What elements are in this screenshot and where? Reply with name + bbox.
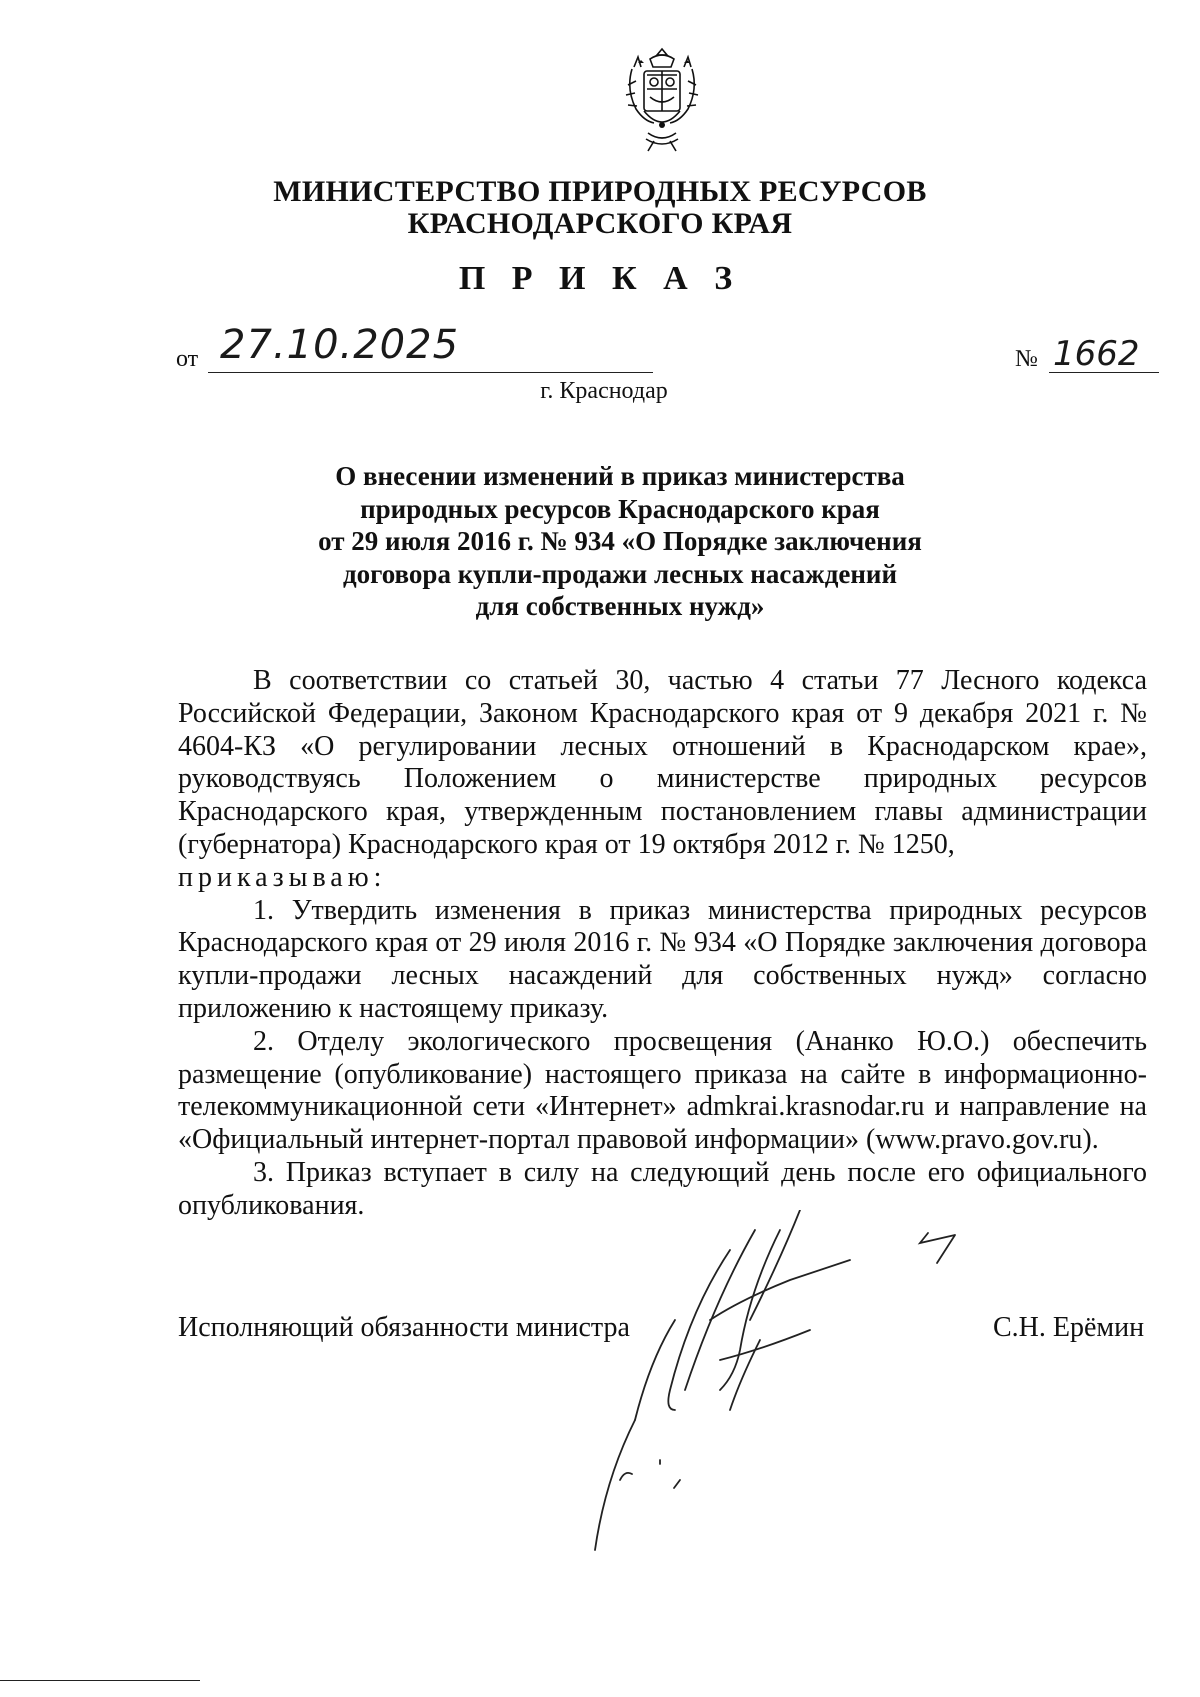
title-line: О внесении изменений в приказ министерства [335,461,905,491]
handwritten-signature-icon [580,1210,980,1590]
order-item-1: 1. Утвердить изменения в приказ министерства природных ресурсов Краснодарского края от 29 июля 2016 г. № 934 «О Порядке заключения договора купли-продажи лесных насаждений для собственных нужд» согласно приложению к настоящему приказу. [178,894,1147,1024]
date-prefix: от [176,346,199,372]
number-prefix: № [1015,346,1038,372]
title-line: для собственных нужд» [475,591,765,621]
signer-name: С.Н. Ерёмин [993,1312,1145,1343]
city: г. Краснодар [540,378,668,404]
preamble-paragraph: В соответствии со статьей 30, частью 4 статьи 77 Лесного кодекса Российской Федерации, Законом Краснодарского края от 9 декабря 2021 г. № 4604-КЗ «О регулировании лесных отношений в Краснодарском крае», руководствуясь Положением о министерстве природных ресурсов Краснодарского края, утвержденным постановлением главы администрации (губернатора) Краснодарского края от 19 октября 2012 г. № 1250, [178,665,1147,860]
date-value: 27.10.2025 [220,322,460,368]
order-item-2: 2. Отделу экологического просвещения (Ананко Ю.О.) обеспечить размещение (опубликование) настоящего приказа на сайте в информационно-телекоммуникационной сети «Интернет» admkrai.krasnodar.ru и направление на «Официальный интернет-портал правовой информации» (www.pravo.gov.ru). [178,1025,1147,1156]
bottom-divider [0,1680,200,1681]
ministry-name-line1: МИНИСТЕРСТВО ПРИРОДНЫХ РЕСУРСОВ [273,175,927,208]
document-body [178,665,1147,1223]
krasnodar-coat-of-arms-icon [620,45,705,155]
number-value: 1662 [1053,334,1140,374]
signer-position: Исполняющий обязанности министра [178,1312,630,1343]
title-line: договора купли-продажи лесных насаждений [342,558,898,589]
document-type: П Р И К А З [458,260,742,297]
title-line: от 29 июля 2016 г. № 934 «О Порядке заключения [318,526,922,556]
order-item-3: 3. Приказ вступает в силу на следующий день после его официального опубликования. [178,1156,1147,1221]
title-line: природных ресурсов Краснодарского края [360,493,880,524]
date-underline [208,372,653,373]
order-word: приказываю: [178,861,387,893]
ministry-name-line2: КРАСНОДАРСКОГО КРАЯ [407,207,793,240]
document-title [250,460,990,623]
